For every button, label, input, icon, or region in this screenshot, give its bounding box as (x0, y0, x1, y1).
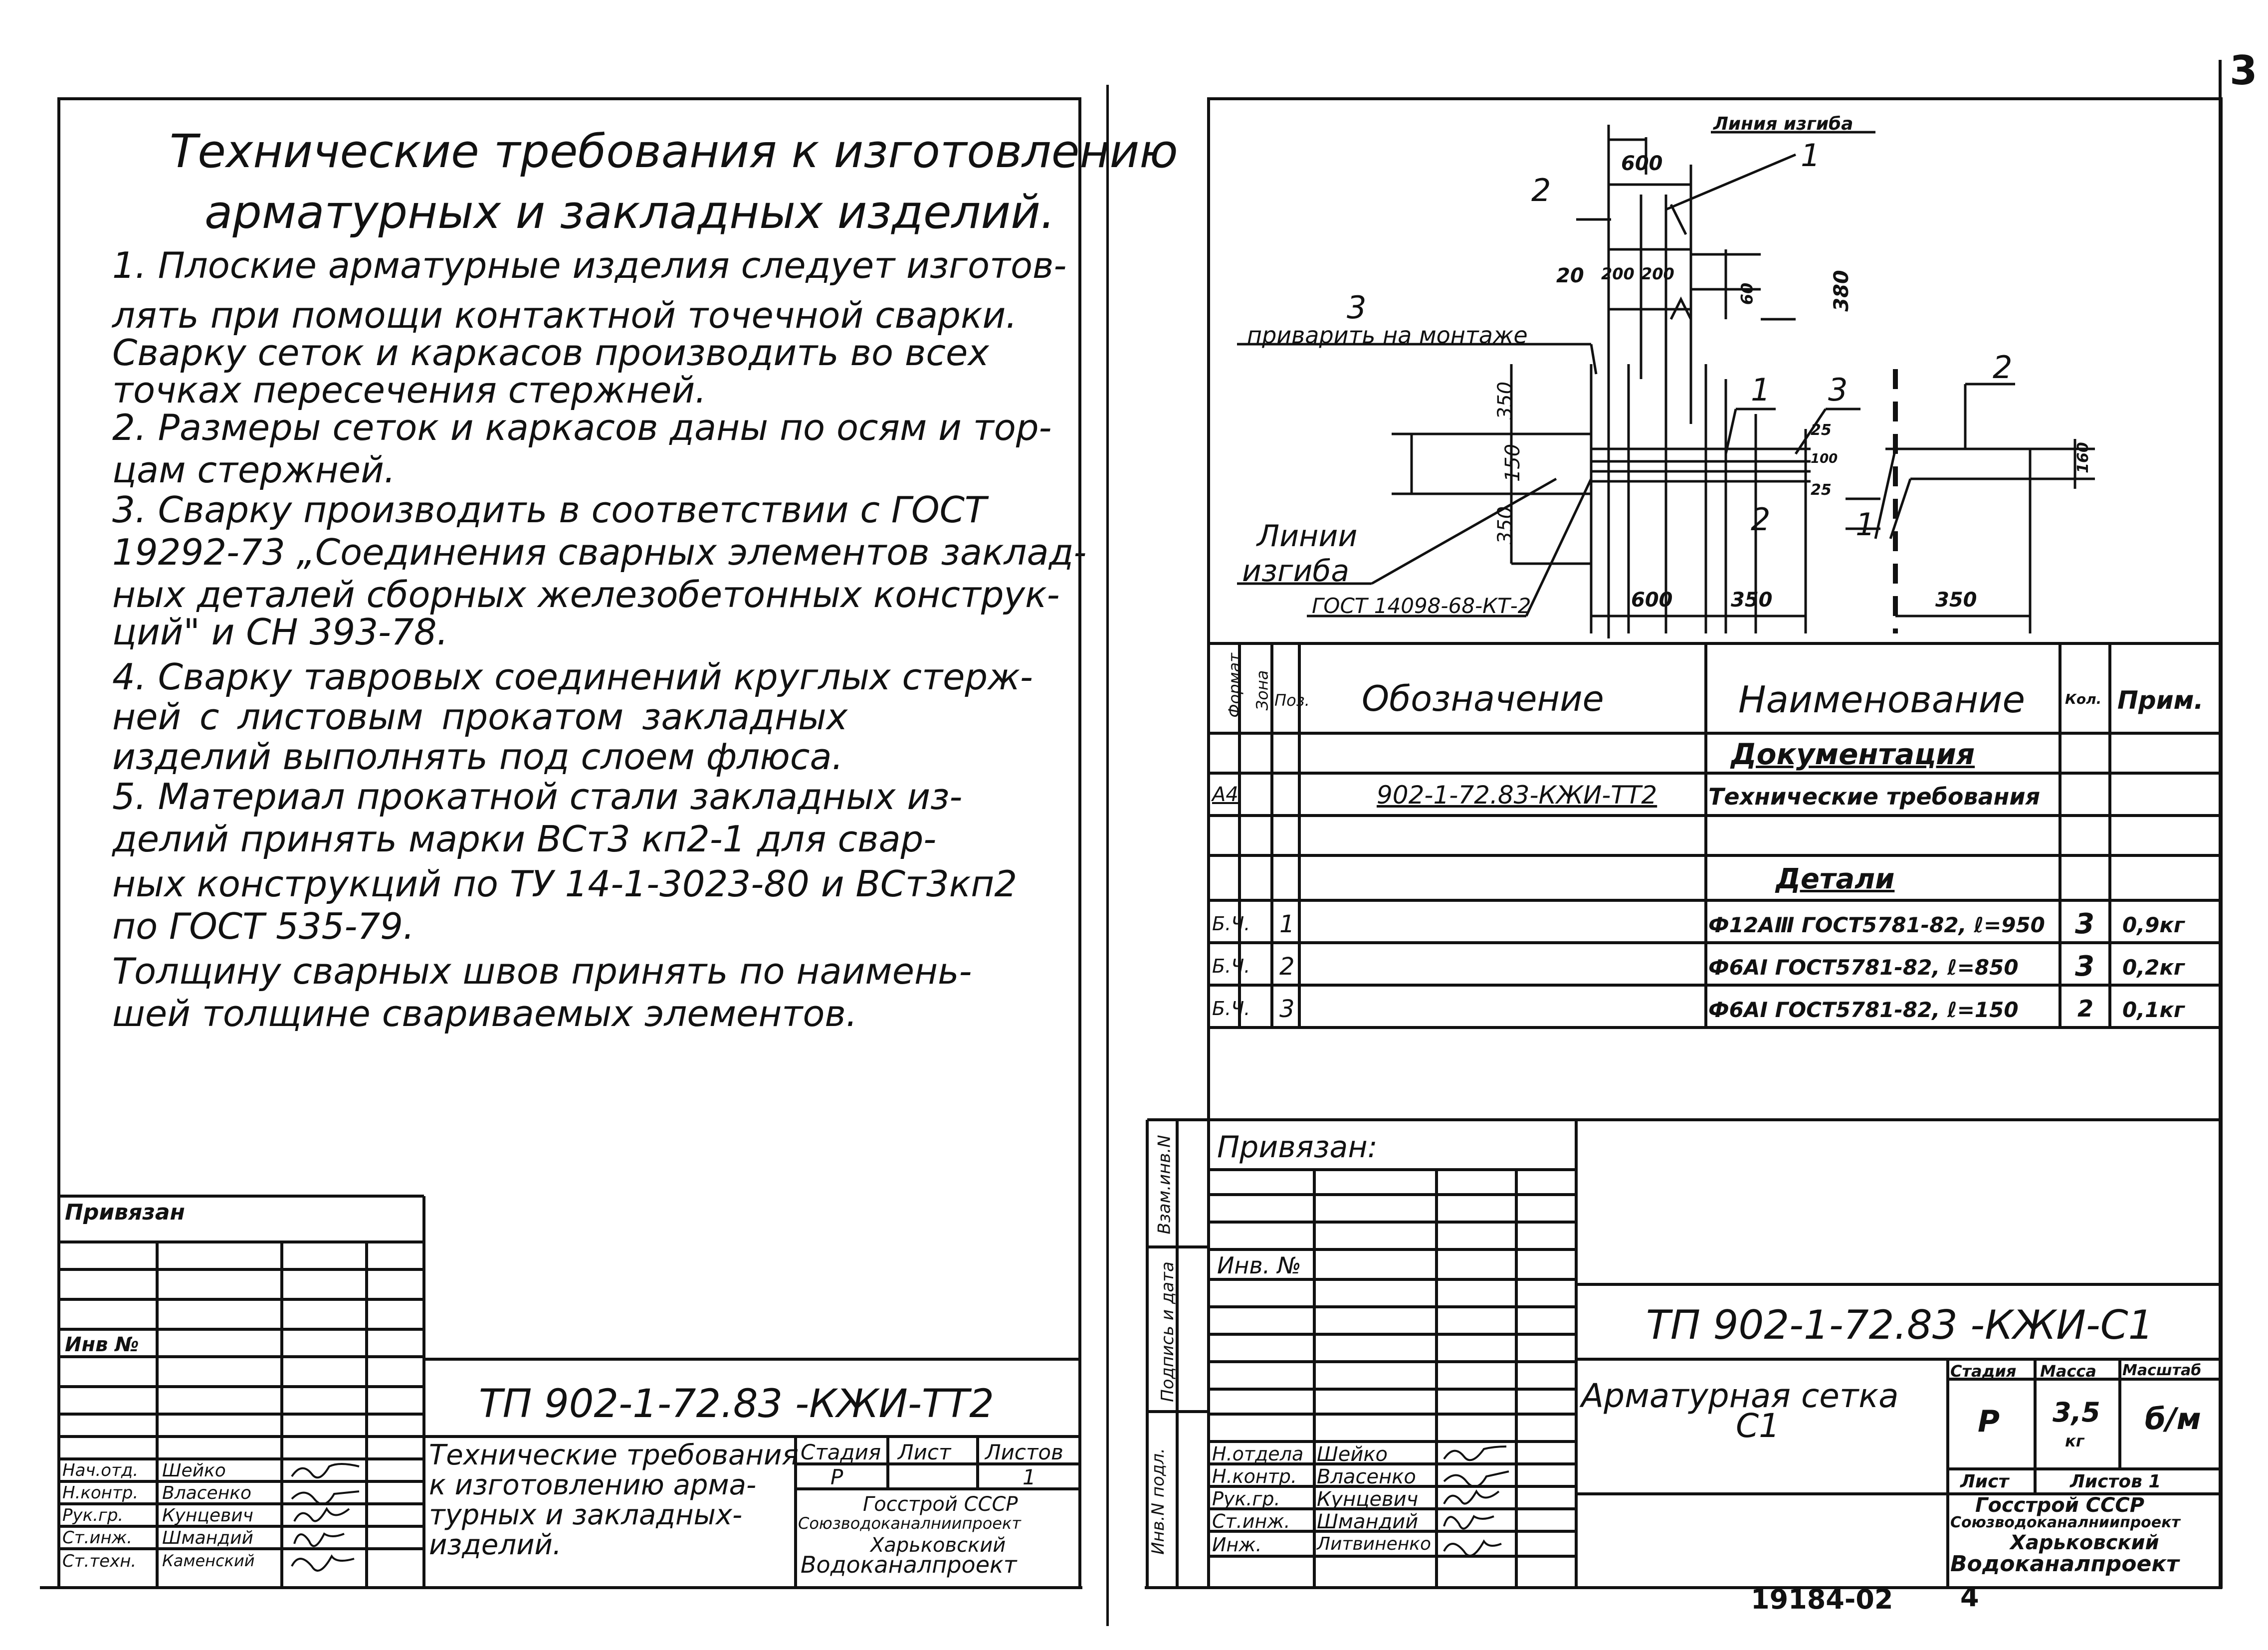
text-line: по ГОСТ 535-79. (112, 905, 414, 947)
pos-label: 2 (1993, 349, 2013, 386)
right-doc-title: С1 (1736, 1407, 1780, 1445)
pos-label: 3 (1828, 372, 1848, 408)
spec-note: 0,2кг (2122, 955, 2185, 980)
bend-line-label: Линия изгиба (1713, 114, 1854, 134)
pos-label: 1 (1801, 137, 1821, 174)
spec-section: Детали (1776, 863, 1895, 895)
page-number: 3 (2230, 47, 2258, 94)
spec-format: Б.Ч. (1212, 913, 1250, 935)
dim-label: 200 (1641, 264, 1674, 283)
left-sheets-header: Листов (985, 1440, 1063, 1464)
text-line: изделий выполнять под слоем флюса. (112, 736, 843, 778)
dim-label: 380 (1830, 270, 1853, 312)
spec-name: Ф6АⅠ ГОСТ5781-82, ℓ=150 (1708, 998, 2019, 1022)
left-org: Госстрой СССР (863, 1493, 1018, 1516)
right-sheet-header: Лист (1960, 1471, 2009, 1492)
dim-label: 350 (1935, 589, 1977, 612)
text-line: Толщину сварных швов принять по наимень- (112, 950, 972, 992)
spec-header-pos: Поз. (1274, 691, 1310, 710)
spec-header-designation: Обозначение (1362, 678, 1604, 719)
name: Шмандий (162, 1528, 253, 1548)
pos-label: 3 (1347, 289, 1367, 326)
dim-label: 200 (1601, 264, 1635, 283)
left-stage: Р (830, 1465, 843, 1489)
right-stage: Р (1978, 1404, 2000, 1439)
spec-pos: 3 (1279, 995, 1295, 1023)
right-stage-header: Стадия (1950, 1362, 2017, 1381)
dim-label: 350 (1494, 381, 1517, 420)
role: Н.контр. (62, 1483, 139, 1503)
left-sheets: 1 (1023, 1465, 1036, 1489)
left-org: Союзводоканалниипроект (798, 1514, 1021, 1533)
role: Рук.гр. (1212, 1488, 1280, 1510)
name: Кунцевич (1317, 1488, 1419, 1511)
name: Власенко (162, 1483, 252, 1503)
side-label: Взам.инв.N (1154, 1135, 1175, 1235)
name: Шмандий (1317, 1510, 1419, 1533)
right-inv: Инв. № (1217, 1252, 1301, 1279)
left-title-line1: Технические требования к изготовлению (170, 125, 1178, 178)
spec-qty: 3 (2075, 950, 2094, 983)
text-line: 2. Размеры сеток и каркасов даны по осям и тор- (112, 407, 1052, 448)
text-line: ций" и СН 393-78. (112, 611, 448, 653)
left-sheet-header: Лист (898, 1440, 951, 1464)
spec-format: Б.Ч. (1212, 998, 1250, 1020)
spec-designation: 902-1-72.83-КЖИ-ТТ2 (1377, 781, 1657, 810)
role: Н.контр. (1212, 1465, 1297, 1487)
dim-label: 100 (1811, 451, 1838, 466)
dim-label: 600 (1621, 152, 1663, 175)
dim-label: 160 (2074, 442, 2092, 473)
left-doc-title: изделий. (429, 1529, 562, 1561)
dim-label: 350 (1731, 589, 1773, 612)
spec-qty: 3 (2075, 908, 2094, 940)
role: Инж. (1212, 1534, 1262, 1556)
right-doc-title: Арматурная сетка (1581, 1377, 1899, 1415)
dim-label: 600 (1631, 589, 1673, 612)
right-org: Госстрой СССР (1975, 1494, 2145, 1517)
text-line: Сварку сеток и каркасов производить во всех (112, 332, 989, 374)
spec-pos: 1 (1279, 910, 1295, 938)
text-line: 5. Материал прокатной стали закладных из- (112, 776, 963, 818)
right-mass-header: Масса (2040, 1362, 2096, 1381)
bend-lines-label: изгиба (1242, 554, 1350, 589)
right-mass-unit: кг (2065, 1432, 2084, 1450)
text-line: делий принять марки ВСт3 кп2-1 для свар- (112, 818, 937, 860)
role: Ст.инж. (62, 1528, 133, 1548)
left-doc-title: Технические требования (429, 1439, 799, 1471)
text-line: ных деталей сборных железобетонных конструк- (112, 574, 1060, 616)
right-org: Союзводоканалниипроект (1950, 1514, 2180, 1531)
role: Ст.инж. (1212, 1510, 1290, 1532)
dim-label: 20 (1556, 264, 1584, 287)
pos-label: 1 (1856, 506, 1875, 543)
name: Шейко (162, 1460, 226, 1481)
spec-header-zone: Зона (1252, 670, 1272, 711)
role: Ст.техн. (62, 1551, 137, 1571)
right-privyazan: Привязан: (1217, 1130, 1378, 1165)
name: Шейко (1317, 1443, 1388, 1466)
spec-note: 0,1кг (2122, 998, 2185, 1022)
dim-label: 60 (1737, 282, 1757, 305)
spec-header-format: Формат (1225, 653, 1244, 718)
footer-page: 4 (1960, 1581, 1979, 1613)
left-doc-title: к изготовлению арма- (429, 1469, 757, 1501)
spec-header-qty: Кол. (2065, 691, 2102, 707)
right-scale-header: Масштаб (2122, 1362, 2202, 1379)
text-line: 1. Плоские арматурные изделия следует изготов- (112, 244, 1067, 286)
role: Нач.отд. (62, 1460, 139, 1480)
dim-label: 25 (1811, 421, 1832, 439)
left-inv: Инв № (65, 1333, 139, 1356)
spec-name: Ф12АⅢ ГОСТ5781-82, ℓ=950 (1708, 913, 2045, 937)
pos-label: 1 (1751, 372, 1771, 408)
right-mass: 3,5 (2053, 1397, 2100, 1428)
right-sheets-header: Листов 1 (2070, 1471, 2161, 1492)
left-org: Харьковский (870, 1534, 1006, 1557)
left-stage-header: Стадия (801, 1440, 881, 1464)
bend-lines-label: Линии (1257, 519, 1358, 554)
right-org: Харьковский (2010, 1531, 2159, 1554)
spec-pos: 2 (1279, 953, 1295, 981)
left-title-line2: арматурных и закладных изделий. (205, 186, 1055, 239)
text-line: точках пересечения стержней. (112, 369, 707, 411)
dim-label: 25 (1811, 481, 1832, 499)
left-doc-title: турных и закладных- (429, 1499, 743, 1531)
text-line: 4. Сварку тавровых соединений круглых стерж- (112, 656, 1033, 698)
spec-section: Документация (1731, 737, 1975, 771)
spec-name: Технические требования (1708, 783, 2041, 810)
gost-mesh-label: ГОСТ 14098-68-КТ-2 (1312, 594, 1531, 618)
role: Н.отдела (1212, 1443, 1304, 1465)
footer-number: 19184-02 (1751, 1584, 1893, 1615)
text-line: шей толщине свариваемых элементов. (112, 993, 857, 1034)
right-scale: б/м (2145, 1402, 2201, 1437)
spec-note: 0,9кг (2122, 913, 2185, 937)
dim-label: 350 (1494, 506, 1517, 545)
name: Каменский (162, 1551, 255, 1570)
pos-label: 2 (1751, 501, 1771, 538)
text-line: 19292-73 „Соединения сварных элементов заклад- (112, 531, 1087, 573)
text-line: 3. Сварку производить в соответствии с ГОСТ (112, 489, 987, 531)
text-line: ных конструкций по ТУ 14-1-3023-80 и ВСт3кп2 (112, 863, 1018, 905)
spec-header-name: Наименование (1738, 678, 2026, 721)
right-org: Водоканалпроект (1950, 1551, 2179, 1577)
name: Литвиненко (1317, 1534, 1432, 1554)
text-line: цам стержней. (112, 449, 396, 491)
spec-header-note: Прим. (2117, 686, 2204, 715)
left-org: Водоканалпроект (801, 1551, 1017, 1578)
left-privyazan: Привязан (65, 1200, 185, 1225)
side-label: Инв.N подл. (1148, 1448, 1168, 1555)
name: Кунцевич (162, 1505, 253, 1526)
right-doc-code: ТП 902-1-72.83 -КЖИ-С1 (1646, 1302, 2154, 1348)
text-line: лять при помощи контактной точечной сварки. (112, 294, 1018, 336)
spec-name: Ф6АⅠ ГОСТ5781-82, ℓ=850 (1708, 955, 2019, 980)
weld-note: приварить на монтаже (1247, 322, 1528, 349)
pos-label: 2 (1531, 172, 1551, 208)
text-line: ней с листовым прокатом закладных (112, 696, 848, 738)
role: Рук.гр. (62, 1505, 124, 1525)
spec-qty: 2 (2077, 995, 2094, 1022)
spec-format: Б.Ч. (1212, 955, 1250, 977)
name: Власенко (1317, 1465, 1416, 1488)
spec-format: А4 (1212, 783, 1238, 806)
left-doc-code: ТП 902-1-72.83 -КЖИ-ТТ2 (479, 1382, 994, 1427)
dim-label: 150 (1501, 443, 1525, 482)
side-label: Подпись и дата (1157, 1261, 1178, 1402)
